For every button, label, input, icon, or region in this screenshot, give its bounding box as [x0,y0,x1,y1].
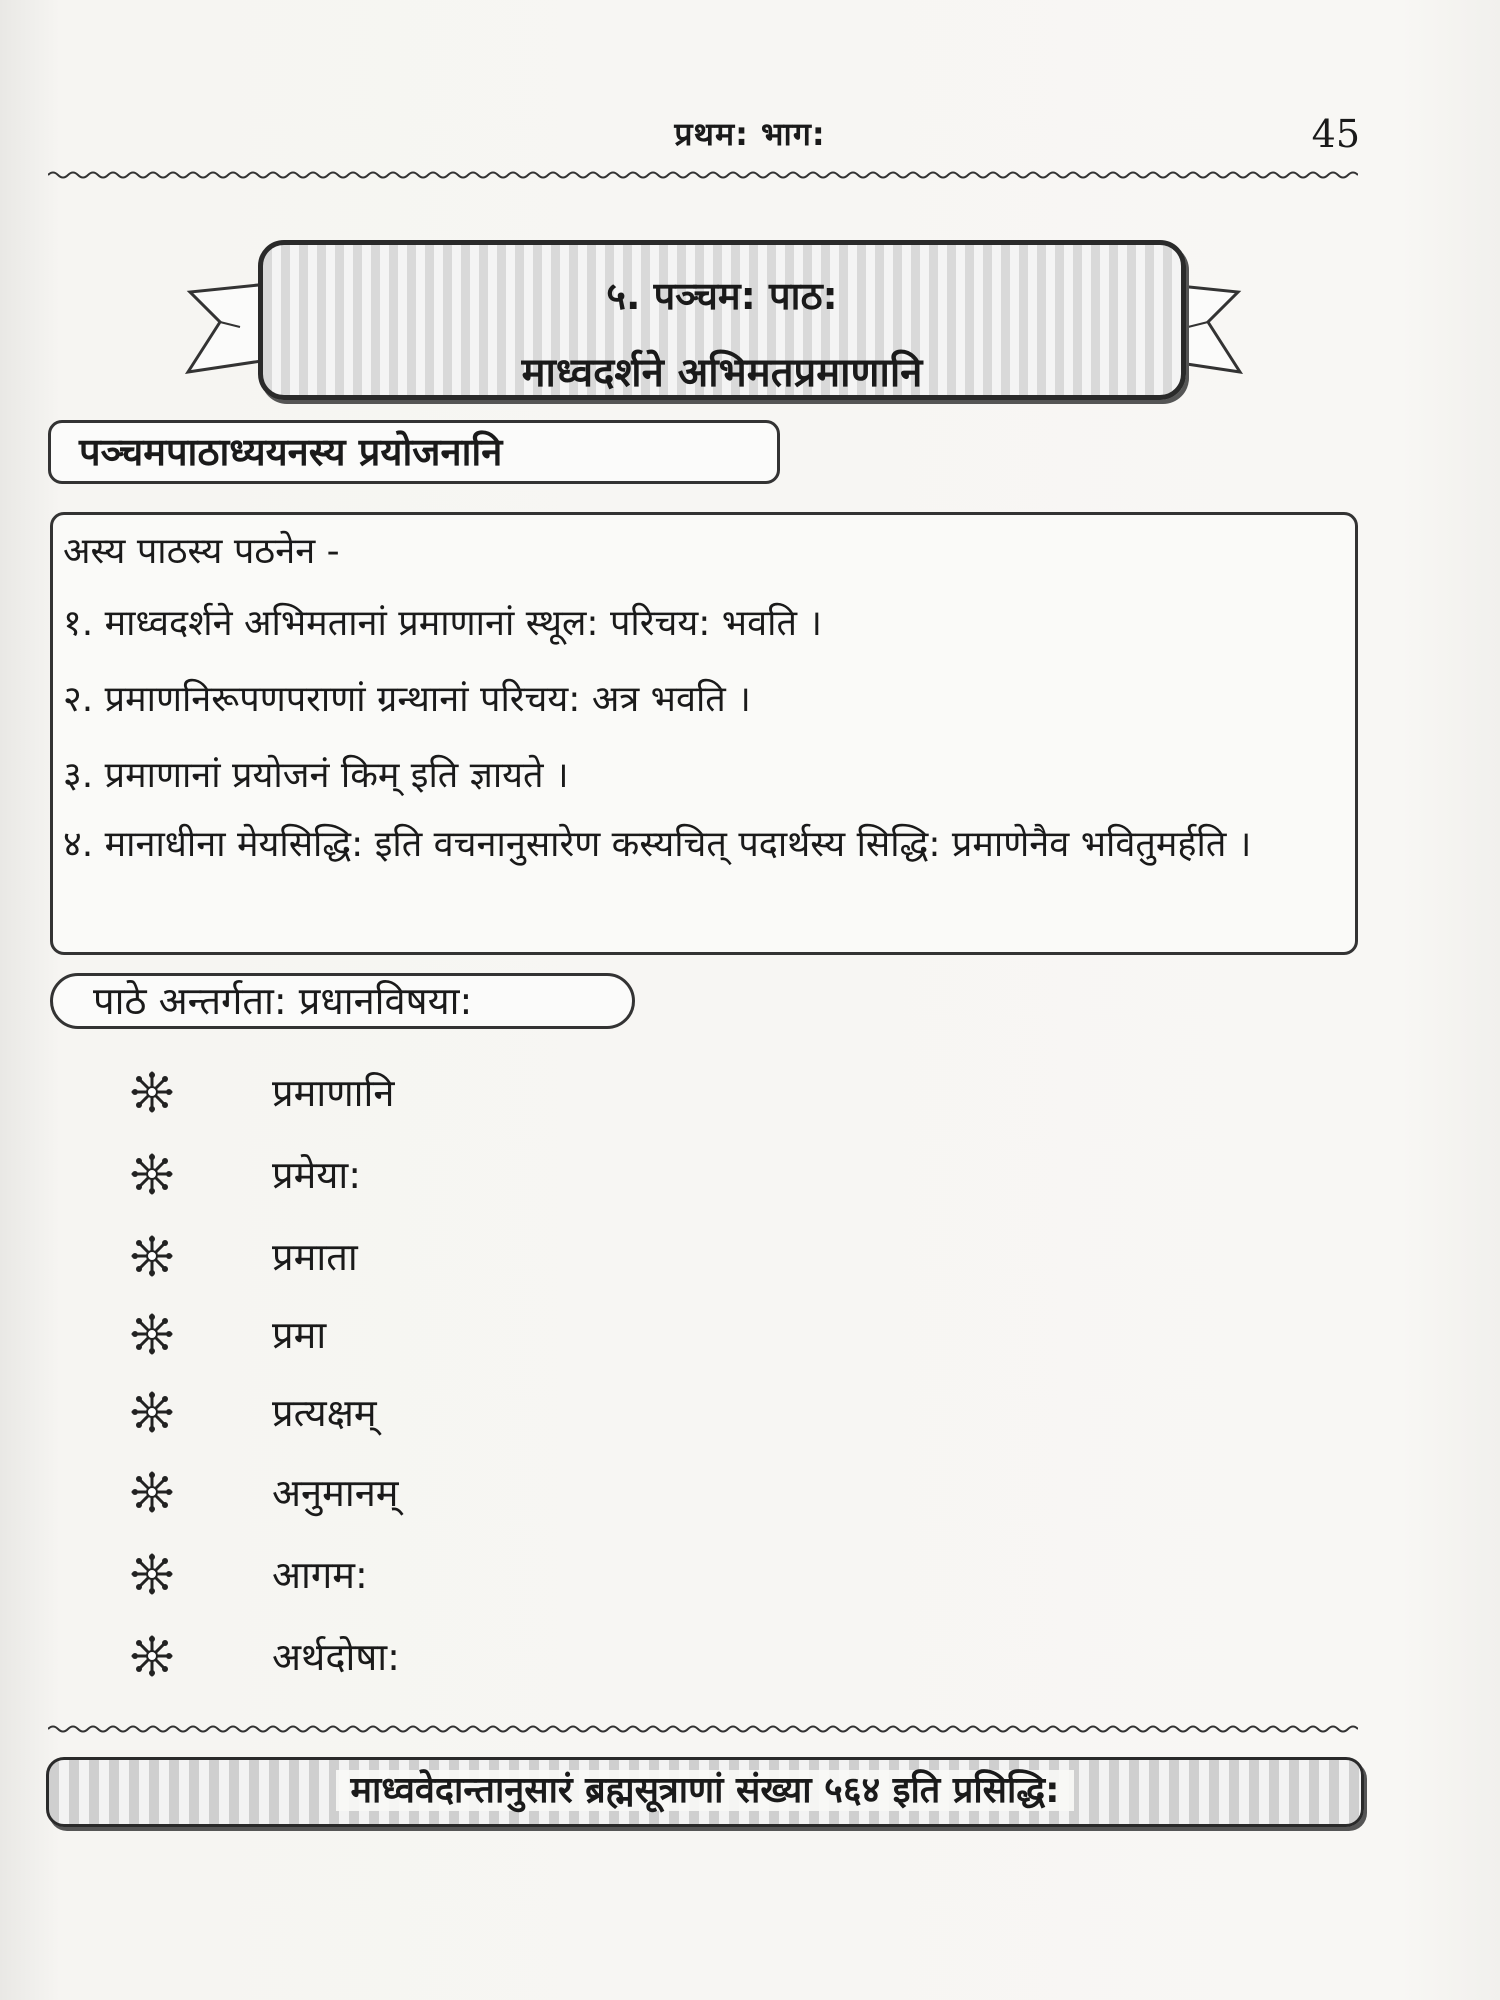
objective-item: ४. मानाधीना मेयसिद्धि: इति वचनानुसारेण कस्यचित् पदार्थस्य सिद्धि: प्रमाणेनैव भवितुमर्हति । [63,824,1252,865]
footer-wavy-rule [48,1722,1358,1736]
objectives-box [50,512,1358,955]
fact-text: माध्ववेदान्तानुसारं ब्रह्मसूत्राणां संख्या ५६४ इति प्रसिद्धि: [336,1770,1073,1811]
topic-label: प्रमाणानि [272,1071,395,1115]
objective-item: २. प्रमाणनिरूपणपराणां ग्रन्थानां परिचय: अत्र भवति । [63,679,751,720]
asterisk-flower-icon [130,1312,174,1356]
lesson-number: ५. पञ्चम: पाठ: [606,274,838,318]
asterisk-flower-icon [130,1552,174,1596]
topic-label: प्रत्यक्षम् [272,1391,377,1435]
topic-label: प्रमा [272,1313,327,1357]
topic-label: प्रमेया: [272,1153,362,1197]
asterisk-flower-icon [130,1152,174,1196]
asterisk-flower-icon [130,1634,174,1678]
header-wavy-rule [48,168,1358,182]
running-title: प्रथम: भाग: [674,115,826,153]
page-number: 45 [1311,112,1360,156]
topics-heading: पाठे अन्तर्गता: प्रधानविषया: [50,973,635,1029]
fact-box [46,1757,1364,1827]
topic-label: प्रमाता [272,1235,358,1279]
topic-label: आगम: [272,1553,368,1597]
asterisk-flower-icon [130,1234,174,1278]
topic-label: अर्थदोषा: [272,1635,400,1679]
lesson-title-box [258,240,1186,400]
objective-item: ३. प्रमाणानां प्रयोजनं किम् इति ज्ञायते । [63,755,569,796]
ribbon-left-icon [180,272,270,382]
topic-label: अनुमानम् [272,1471,399,1515]
objectives-intro: अस्य पाठस्य पठनेन - [63,531,340,572]
objectives-heading: पञ्चमपाठाध्ययनस्य प्रयोजनानि [48,420,780,484]
asterisk-flower-icon [130,1390,174,1434]
asterisk-flower-icon [130,1070,174,1114]
asterisk-flower-icon [130,1470,174,1514]
objective-item: १. माध्वदर्शने अभिमतानां प्रमाणानां स्थूल: परिचय: भवति । [63,603,823,644]
lesson-title: माध्वदर्शने अभिमतप्रमाणानि [521,350,923,396]
